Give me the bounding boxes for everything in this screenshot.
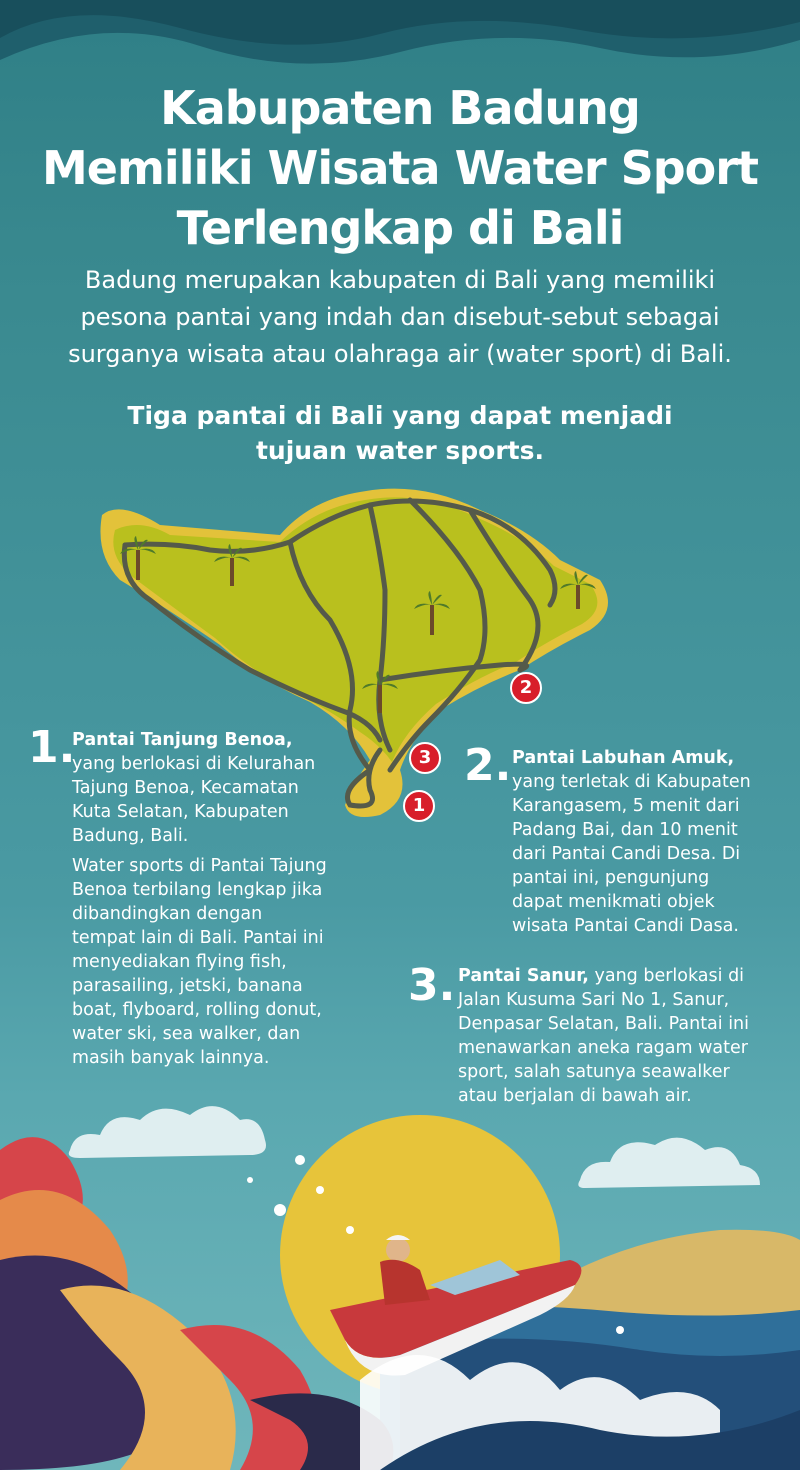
beach-2-line: Karangasem, 5 menit dari bbox=[512, 796, 740, 816]
cloud-icon bbox=[69, 1106, 266, 1158]
beach-2-name: Pantai Labuhan Amuk, bbox=[512, 748, 735, 768]
top-wave-decoration bbox=[0, 0, 800, 90]
intro-paragraph bbox=[30, 262, 770, 373]
beach-3-line: Denpasar Selatan, Bali. Pantai ini bbox=[458, 1014, 750, 1034]
subtitle-line-2: tujuan water sports. bbox=[255, 436, 544, 465]
section-subtitle bbox=[100, 398, 700, 468]
beach-1-detail-line: Water sports di Pantai Tajung bbox=[72, 856, 327, 876]
beach-3-number: 3. bbox=[408, 960, 456, 1011]
beach-3-line: menawarkan aneka ragam water bbox=[458, 1038, 748, 1058]
map-marker-1: 1 bbox=[403, 790, 435, 822]
beach-3-first-line: yang berlokasi di bbox=[588, 966, 745, 986]
beach-3-line: atau berjalan di bawah air. bbox=[458, 1086, 692, 1106]
map-marker-2: 2 bbox=[510, 672, 542, 704]
beach-1-detail-line: water ski, sea walker, dan bbox=[72, 1024, 301, 1044]
beach-1-detail-line: tempat lain di Bali. Pantai ini bbox=[72, 928, 324, 948]
beach-1-detail-line: boat, flyboard, rolling donut, bbox=[72, 1000, 322, 1020]
beach-1-line: Tajung Benoa, Kecamatan bbox=[72, 778, 299, 798]
page-title bbox=[0, 78, 800, 258]
bottom-scene-illustration bbox=[0, 1080, 800, 1470]
map-marker-3: 3 bbox=[409, 742, 441, 774]
subtitle-line-1: Tiga pantai di Bali yang dapat menjadi bbox=[127, 401, 673, 430]
beach-1-detail-line: dibandingkan dengan bbox=[72, 904, 263, 924]
beach-1-detail-line: masih banyak lainnya. bbox=[72, 1048, 270, 1068]
intro-line-2: pesona pantai yang indah dan disebut-sebut sebagai bbox=[80, 303, 720, 331]
title-line-1: Kabupaten Badung bbox=[160, 81, 640, 135]
title-line-2: Memiliki Wisata Water Sport bbox=[42, 141, 758, 195]
cloud-icon bbox=[578, 1138, 760, 1188]
beach-1-line: Badung, Bali. bbox=[72, 826, 189, 846]
beach-2-line: Padang Bai, dan 10 menit bbox=[512, 820, 738, 840]
beach-2-line: pantai ini, pengunjung bbox=[512, 868, 710, 888]
beach-1-description bbox=[72, 728, 372, 1076]
beach-1-line: yang berlokasi di Kelurahan bbox=[72, 754, 316, 774]
intro-line-1: Badung merupakan kabupaten di Bali yang memiliki bbox=[84, 266, 716, 294]
beach-2-description bbox=[512, 746, 792, 944]
beach-2-number: 2. bbox=[464, 740, 512, 791]
beach-3-line: Jalan Kusuma Sari No 1, Sanur, bbox=[458, 990, 730, 1010]
beach-1-number: 1. bbox=[28, 722, 76, 773]
beach-1-detail-line: menyediakan flying fish, bbox=[72, 952, 287, 972]
intro-line-3: surganya wisata atau olahraga air (water sport) di Bali. bbox=[68, 340, 732, 368]
beach-1-detail-line: parasailing, jetski, banana bbox=[72, 976, 303, 996]
beach-2-line: dapat menikmati objek bbox=[512, 892, 715, 912]
beach-1-line: Kuta Selatan, Kabupaten bbox=[72, 802, 289, 822]
beach-2-line: yang terletak di Kabupaten bbox=[512, 772, 751, 792]
beach-3-name: Pantai Sanur, bbox=[458, 966, 589, 986]
beach-1-name: Pantai Tanjung Benoa, bbox=[72, 730, 293, 750]
title-line-3: Terlengkap di Bali bbox=[176, 201, 624, 255]
beach-2-line: wisata Pantai Candi Dasa. bbox=[512, 916, 739, 936]
beach-3-line: sport, salah satunya seawalker bbox=[458, 1062, 730, 1082]
beach-1-detail-line: Benoa terbilang lengkap jika bbox=[72, 880, 323, 900]
beach-2-line: dari Pantai Candi Desa. Di bbox=[512, 844, 741, 864]
